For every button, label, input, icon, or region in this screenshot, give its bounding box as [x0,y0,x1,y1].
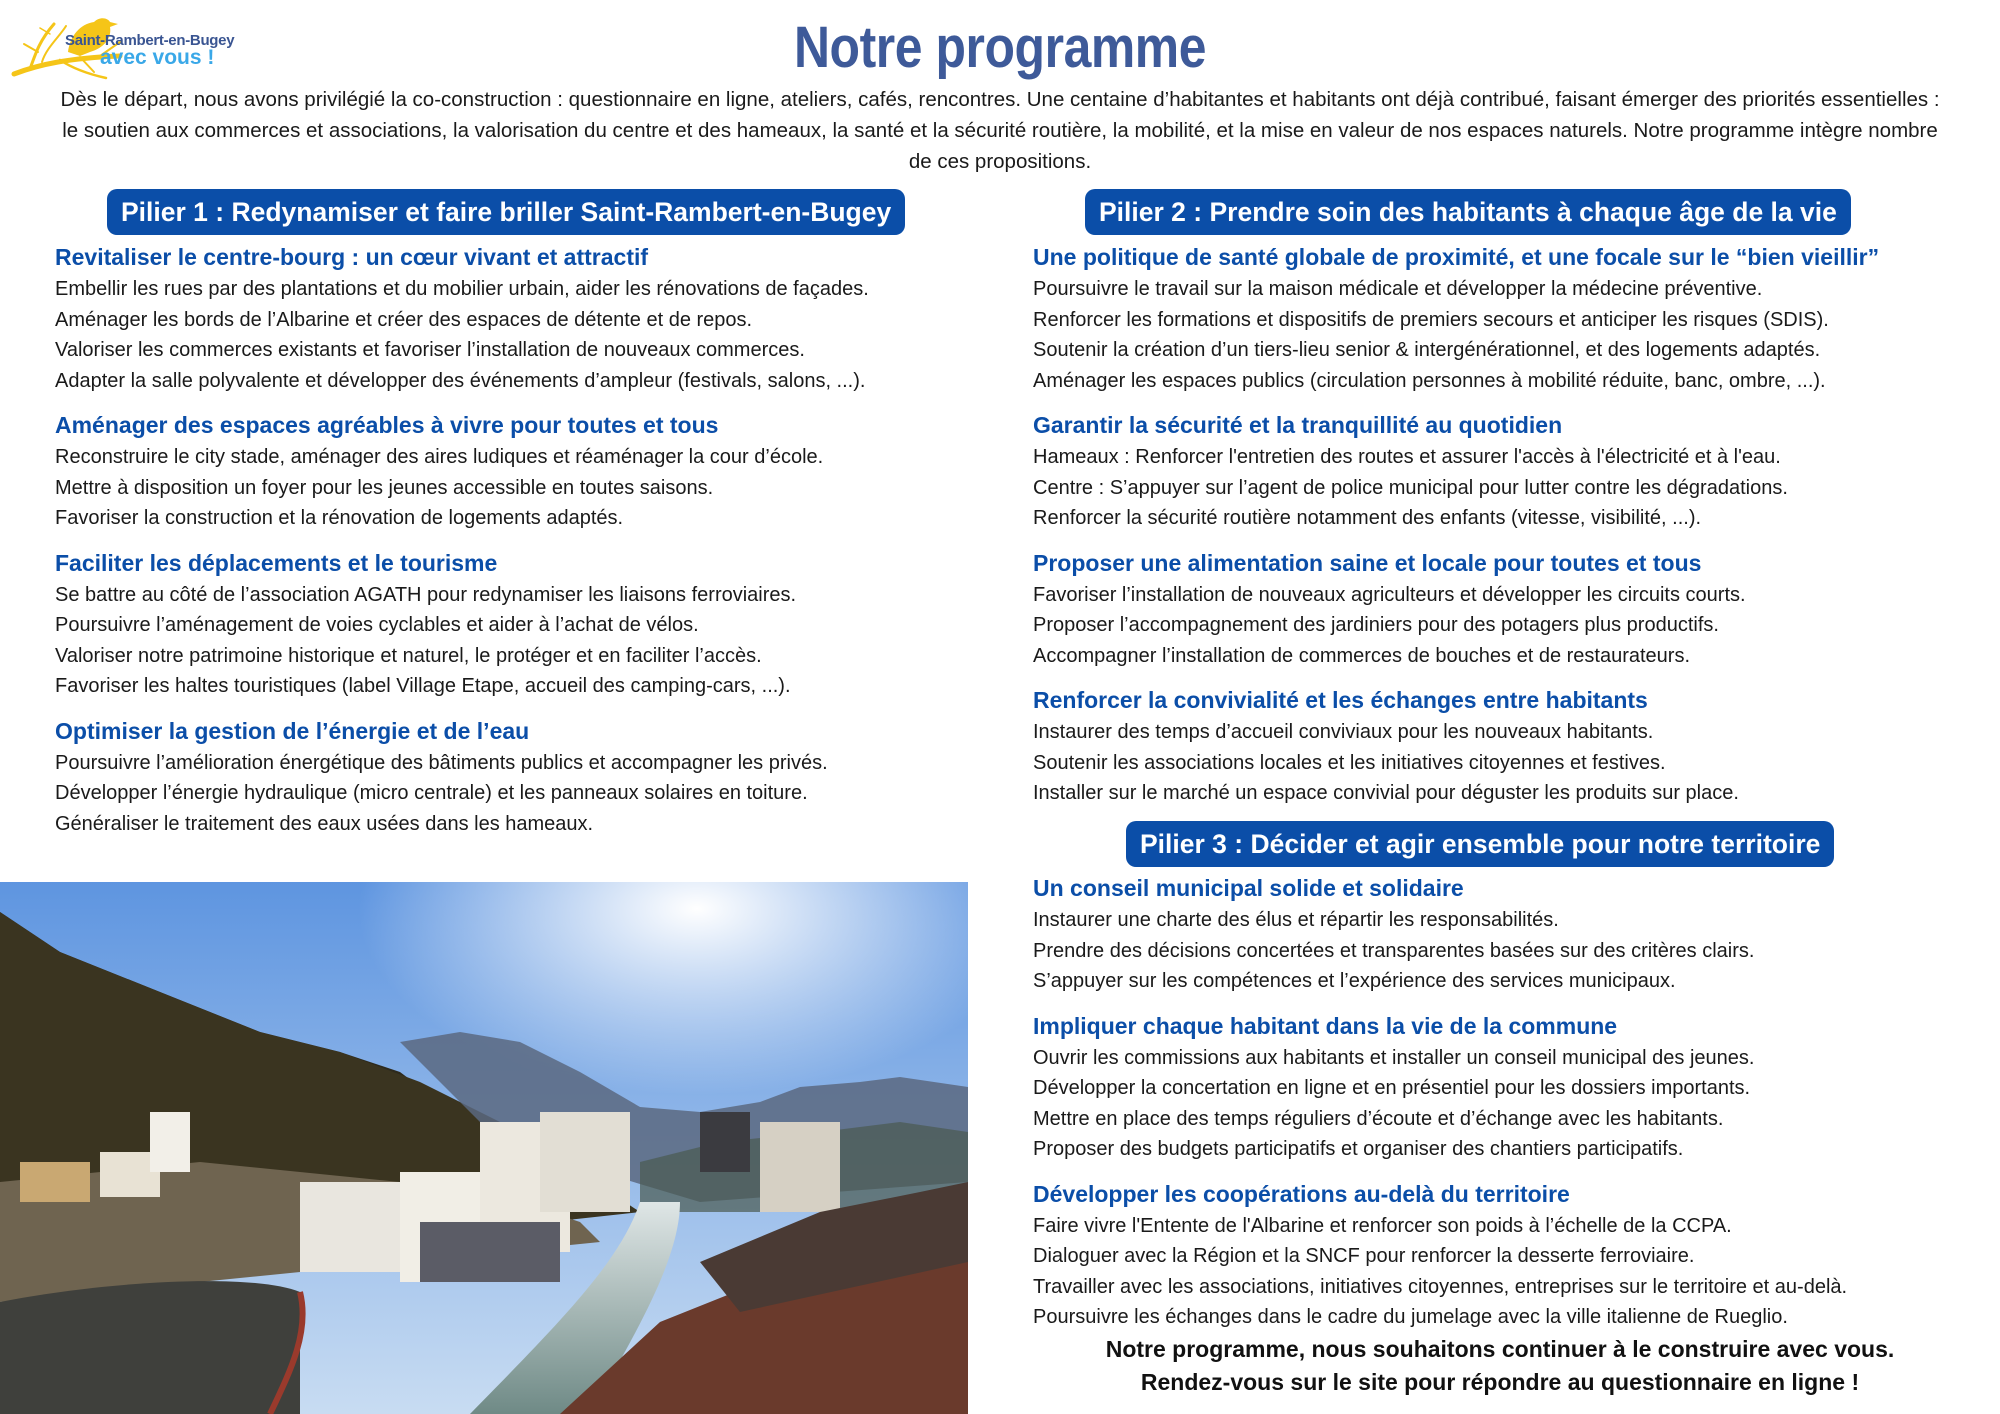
section-item: Renforcer les formations et dispositifs de premiers secours et anticiper les risques (SDIS). [1033,308,1829,331]
section-heading: Développer les coopérations au-delà du territoire [1033,1180,1570,1207]
section-heading: Renforcer la convivialité et les échanges entre habitants [1033,687,1648,713]
section-item: Aménager les bords de l’Albarine et créer des espaces de détente et de repos. [55,308,753,331]
section-item: Poursuivre les échanges dans le cadre du jumelage avec la ville italienne de Rueglio. [1033,1306,1788,1328]
landscape-image [0,882,968,1414]
program-section [55,714,1015,840]
section-item: Instaurer des temps d’accueil conviviaux pour les nouveaux habitants. [1033,721,1654,743]
section-item: Valoriser les commerces existants et favoriser l’installation de nouveaux commerces. [55,339,805,361]
section-item: Hameaux : Renforcer l'entretien des routes et assurer l'accès à l'électricité et à l'eau. [1033,446,1781,468]
section-item: Instaurer une charte des élus et répartir les responsabilités. [1033,909,1559,931]
section-item: Favoriser les haltes touristiques (label Village Etape, accueil des camping-cars, ...). [55,675,791,697]
section-item: Favoriser la construction et la rénovation de logements adaptés. [55,507,624,529]
section-heading: Garantir la sécurité et la tranquillité au quotidien [1033,412,1563,438]
page-title: Notre programme [793,15,1207,80]
section-item: S’appuyer sur les compétences et l’expérience des services municipaux. [1033,970,1676,992]
section-item: Poursuivre l’amélioration énergétique des bâtiments publics et accompagner les privés. [55,751,828,774]
closing-message [1000,1333,2000,1399]
section-item: Dialoguer avec la Région et la SNCF pour renforcer la desserte ferroviaire. [1033,1245,1695,1267]
section-heading: Proposer une alimentation saine et locale pour toutes et tous [1033,549,1702,576]
section-item: Soutenir la création d’un tiers-lieu senior & intergénérationnel, et des logements adaptés. [1033,339,1821,361]
section-item: Poursuivre l’aménagement de voies cyclables et aider à l’achat de vélos. [55,614,699,636]
section-item: Centre : S’appuyer sur l’agent de police municipal pour lutter contre les dégradations. [1033,476,1788,499]
closing-line-1: Notre programme, nous souhaitons continuer à le construire avec vous. [1105,1336,1895,1362]
section-heading: Optimiser la gestion de l’énergie et de l’eau [55,717,530,744]
section-item: Mettre en place des temps réguliers d’écoute et d’échange avec les habitants. [1033,1107,1724,1130]
pillar-2-content [1033,240,1993,821]
section-item: Renforcer la sécurité routière notamment des enfants (vitesse, visibilité, ...). [1033,507,1702,529]
program-section [1033,683,1993,809]
pillar-2-header: Pilier 2 : Prendre soin des habitants à chaque âge de la vie [1085,189,1851,235]
section-item: Développer l’énergie hydraulique (micro centrale) et les panneaux solaires en toiture. [55,782,808,804]
section-item: Prendre des décisions concertées et transparentes basées sur des critères clairs. [1033,939,1755,962]
program-section [55,546,1015,702]
section-heading: Un conseil municipal solide et solidaire [1033,875,1464,901]
section-item: Travailler avec les associations, initiatives citoyennes, entreprises sur le territoire et au-delà. [1033,1275,1848,1298]
logo-line1: Saint-Rambert-en-Bugey [65,32,235,49]
pillar-1-content [55,240,1015,851]
program-section [1033,1009,1993,1165]
section-item: Proposer des budgets participatifs et organiser des chantiers participatifs. [1033,1138,1684,1160]
section-item: Faire vivre l'Entente de l'Albarine et renforcer son poids à l’échelle de la CCPA. [1033,1214,1732,1237]
section-heading: Faciliter les déplacements et le tourisme [55,549,498,576]
section-item: Développer la concertation en ligne et en présentiel pour les dossiers importants. [1033,1077,1751,1099]
section-heading: Impliquer chaque habitant dans la vie de la commune [1033,1012,1618,1039]
section-item: Embellir les rues par des plantations et du mobilier urbain, aider les rénovations de façades. [55,278,869,300]
section-item: Soutenir les associations locales et les initiatives citoyennes et festives. [1033,751,1666,774]
section-item: Favoriser l’installation de nouveaux agriculteurs et développer les circuits courts. [1033,583,1746,606]
section-item: Généraliser le traitement des eaux usées dans les hameaux. [55,812,594,835]
section-item: Adapter la salle polyvalente et développer des événements d’ampleur (festivals, salons, ...). [55,369,866,392]
section-item: Poursuivre le travail sur la maison médicale et développer la médecine préventive. [1033,278,1763,300]
section-heading: Une politique de santé globale de proximité, et une focale sur le “bien vieillir” [1033,244,1880,270]
section-heading: Aménager des espaces agréables à vivre pour toutes et tous [55,412,719,438]
section-heading: Revitaliser le centre-bourg : un cœur vivant et attractif [55,244,649,270]
program-section [1033,546,1993,672]
section-item: Ouvrir les commissions aux habitants et installer un conseil municipal des jeunes. [1033,1046,1755,1069]
program-section [1033,408,1993,534]
intro-paragraph: Dès le départ, nous avons privilégié la co-construction : questionnaire en ligne, ateliers, cafés, rencontres. Une centaine d’habitantes et habitants ont déjà contribué, faisant émerger des priorités essentielles : le soutien aux commerces et associations, la valorisation du centre et des hameaux, la santé et la sécurité routière, la mobilité, et la mise en valeur de nos espaces naturels. Notre programme intègre nombre de ces propositions. [60,88,1940,173]
program-section [55,240,1015,396]
section-item: Proposer l’accompagnement des jardiniers pour des potagers plus productifs. [1033,614,1719,636]
logo-line2: avec vous ! [100,46,215,69]
program-section [55,408,1015,534]
section-item: Accompagner l’installation de commerces de bouches et de restaurateurs. [1033,644,1691,667]
program-section [1033,871,1993,997]
section-item: Reconstruire le city stade, aménager des aires ludiques et réaménager la cour d’école. [55,446,824,468]
program-section [1033,240,1993,396]
pillar-3-content [1033,871,1993,1345]
program-section [1033,1177,1993,1333]
section-item: Valoriser notre patrimoine historique et naturel, le protéger et en faciliter l’accès. [55,644,762,667]
pillar-3-header: Pilier 3 : Décider et agir ensemble pour notre territoire [1126,821,1834,867]
section-item: Mettre à disposition un foyer pour les jeunes accessible en toutes saisons. [55,476,714,499]
valley-photo [0,882,968,1414]
pillar-1-header: Pilier 1 : Redynamiser et faire briller Saint-Rambert-en-Bugey [107,189,905,235]
closing-line-2: Rendez-vous sur le site pour répondre au questionnaire en ligne ! [1140,1369,1860,1395]
section-item: Aménager les espaces publics (circulation personnes à mobilité réduite, banc, ombre, ...). [1033,369,1826,392]
section-item: Se battre au côté de l’association AGATH pour redynamiser les liaisons ferroviaires. [55,583,797,606]
section-item: Installer sur le marché un espace convivial pour déguster les produits sur place. [1033,782,1739,804]
